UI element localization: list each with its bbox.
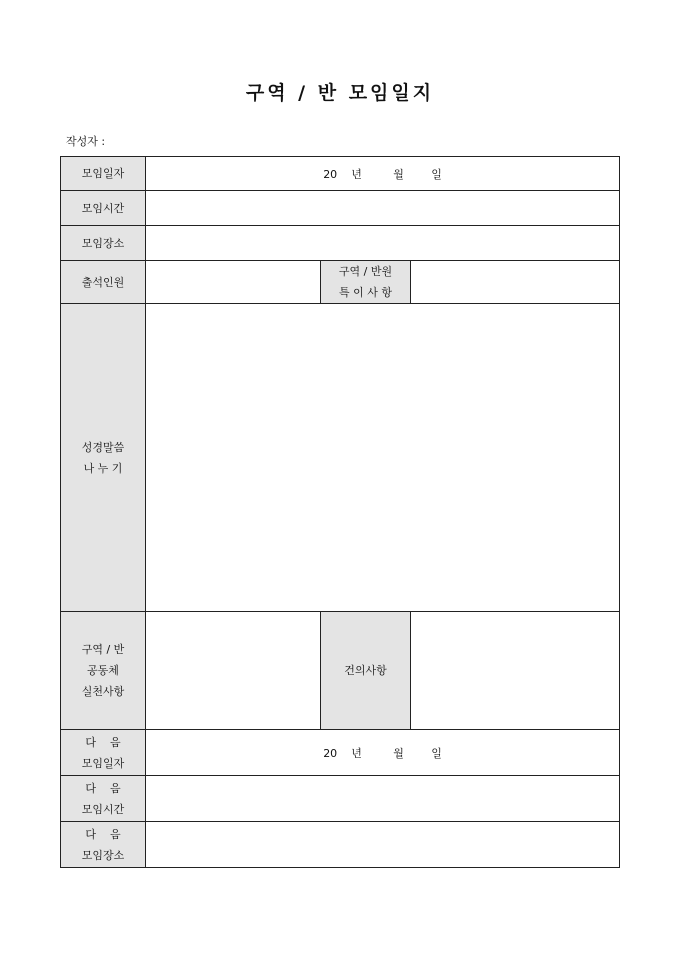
special-notes-field[interactable] (411, 261, 620, 304)
next-date-year-prefix: 20 (323, 746, 338, 760)
meeting-place-field[interactable] (146, 226, 620, 261)
practice-label-line1: 구역 / 반 (81, 643, 125, 656)
next-place-label (61, 822, 146, 868)
next-date-label (61, 730, 146, 776)
practice-row (61, 612, 620, 730)
date-year-prefix: 20 (323, 167, 338, 181)
next-time-label-line1: 다 음 (85, 781, 121, 795)
bible-sharing-field[interactable] (146, 304, 620, 612)
attendance-row (61, 261, 620, 304)
meeting-date-value (323, 166, 442, 182)
meeting-date-row (61, 157, 620, 191)
meeting-place-row (61, 226, 620, 261)
date-year-unit: 년 (351, 167, 362, 181)
practice-label (61, 612, 146, 730)
next-date-field[interactable] (146, 730, 620, 776)
special-notes-label-line2: 특 이 사 항 (339, 286, 392, 299)
next-date-day-unit: 일 (431, 746, 442, 760)
special-notes-label-line1: 구역 / 반원 (338, 265, 393, 278)
practice-label-line2: 공동체 (87, 664, 119, 677)
attendance-field[interactable] (146, 261, 321, 304)
next-date-value (323, 745, 442, 761)
next-time-label-line2: 모임시간 (81, 802, 125, 816)
date-month-unit: 월 (393, 167, 404, 181)
practice-field[interactable] (146, 612, 321, 730)
next-date-month-unit: 월 (393, 746, 404, 760)
meeting-date-field[interactable] (146, 157, 620, 191)
bible-sharing-row (61, 304, 620, 612)
meeting-time-row (61, 191, 620, 226)
next-place-label-line1: 다 음 (85, 827, 121, 841)
special-notes-label (321, 261, 411, 304)
next-date-row (61, 730, 620, 776)
date-day-unit: 일 (431, 167, 442, 181)
meeting-place-label: 모임장소 (61, 226, 146, 261)
next-time-field[interactable] (146, 776, 620, 822)
next-date-label-line1: 다 음 (85, 735, 121, 749)
page-title: 구역 / 반 모임일지 (245, 82, 435, 104)
writer-label: 작성자 : (66, 135, 106, 148)
next-place-field[interactable] (146, 822, 620, 868)
suggestions-field[interactable] (411, 612, 620, 730)
meeting-date-label: 모임일자 (61, 157, 146, 191)
bible-sharing-label-line2: 나 누 기 (83, 461, 123, 475)
bible-sharing-label (61, 304, 146, 612)
next-date-year-unit: 년 (351, 746, 362, 760)
next-place-label-line2: 모임장소 (81, 848, 125, 862)
attendance-label: 출석인원 (61, 261, 146, 304)
next-time-row (61, 776, 620, 822)
next-time-label (61, 776, 146, 822)
meeting-time-field[interactable] (146, 191, 620, 226)
practice-label-line3: 실천사항 (81, 685, 125, 698)
suggestions-label: 건의사항 (321, 612, 411, 730)
meeting-time-label: 모임시간 (61, 191, 146, 226)
bible-sharing-label-line1: 성경말씀 (81, 440, 125, 454)
next-place-row (61, 822, 620, 868)
meeting-log-form (60, 156, 620, 868)
next-date-label-line2: 모임일자 (81, 756, 125, 770)
